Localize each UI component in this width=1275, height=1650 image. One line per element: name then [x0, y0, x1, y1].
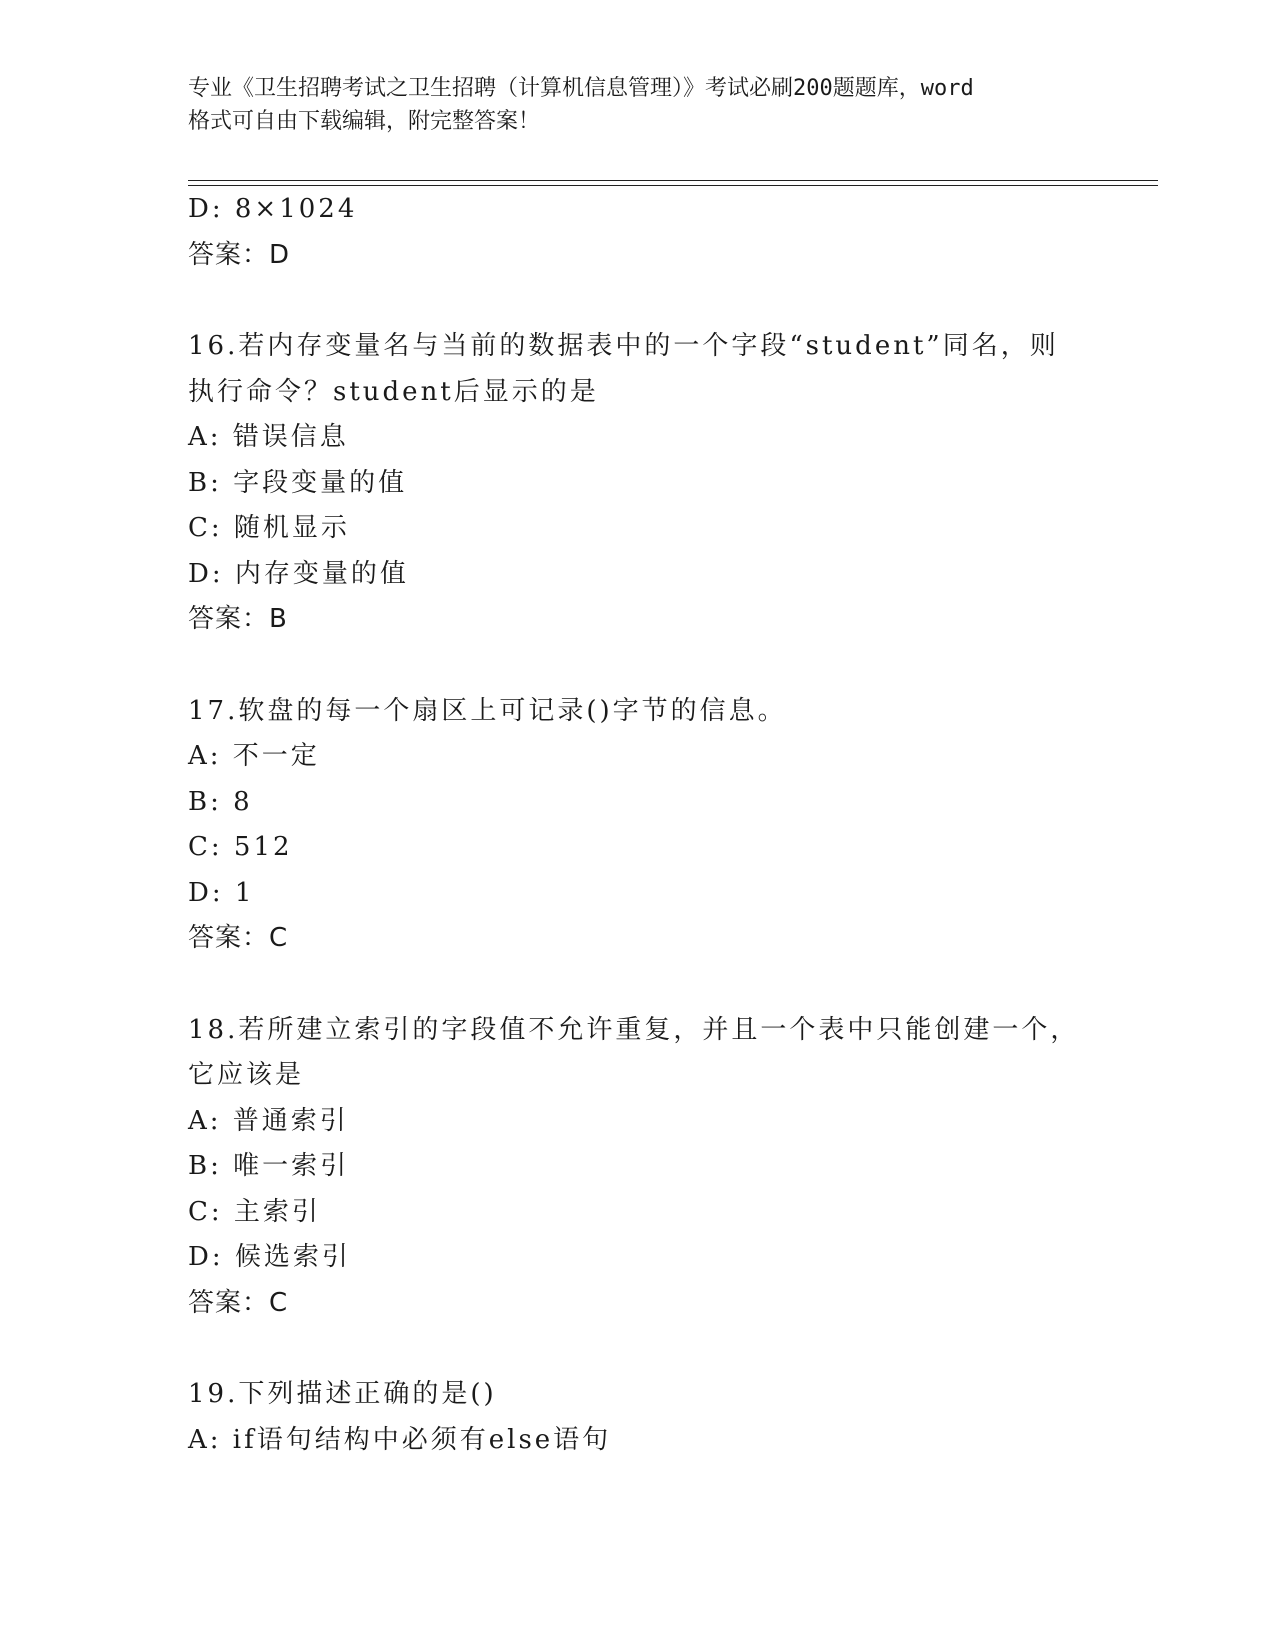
option-b: B: 字段变量的值 — [188, 467, 408, 498]
header-divider-bottom — [188, 185, 1158, 186]
option-c: C: 512 — [188, 832, 293, 862]
question-stem-continued: 执行命令？student后显示的是 — [188, 376, 599, 407]
header-title-line-2: 格式可自由下载编辑，附完整答案！ — [188, 109, 541, 134]
question-19 — [188, 1372, 1138, 1463]
answer-line: 答案：C — [188, 923, 289, 953]
option-d: D: 内存变量的值 — [188, 558, 409, 589]
option-a: A: 不一定 — [188, 741, 320, 771]
answer-line: 答案：C — [188, 1287, 289, 1318]
carryover-block — [188, 187, 1138, 278]
option-d: D: 候选索引 — [188, 1242, 351, 1272]
question-stem-continued: 它应该是 — [188, 1060, 305, 1090]
question-stem: 19.下列描述正确的是() — [188, 1379, 497, 1409]
question-16 — [188, 324, 1138, 643]
answer-line: 答案：B — [188, 604, 288, 634]
document-header — [188, 72, 1088, 138]
option-d: D: 1 — [188, 877, 255, 908]
question-18 — [188, 1008, 1138, 1327]
option-a: A: if语句结构中必须有else语句 — [188, 1424, 612, 1455]
question-stem: 16.若内存变量名与当前的数据表中的一个字段“student”同名，则 — [188, 331, 1059, 361]
option-b: B: 8 — [188, 786, 253, 817]
question-stem: 17.软盘的每一个扇区上可记录()字节的信息。 — [188, 695, 787, 726]
option-a: A: 错误信息 — [188, 422, 349, 452]
option-d: D: 8×1024 — [188, 194, 358, 224]
header-title-line-1: 专业《卫生招聘考试之卫生招聘（计算机信息管理）》考试必刷200题题库，word — [188, 76, 974, 101]
question-stem: 18.若所建立索引的字段值不允许重复，并且一个表中只能创建一个， — [188, 1014, 1080, 1045]
option-a: A: 普通索引 — [188, 1105, 349, 1136]
question-17 — [188, 689, 1138, 962]
option-c: C: 主索引 — [188, 1196, 321, 1227]
option-b: B: 唯一索引 — [188, 1151, 350, 1181]
header-divider-top — [188, 180, 1158, 181]
answer-line: 答案：D — [188, 239, 291, 270]
question-list — [188, 187, 1138, 1463]
option-c: C: 随机显示 — [188, 513, 350, 543]
